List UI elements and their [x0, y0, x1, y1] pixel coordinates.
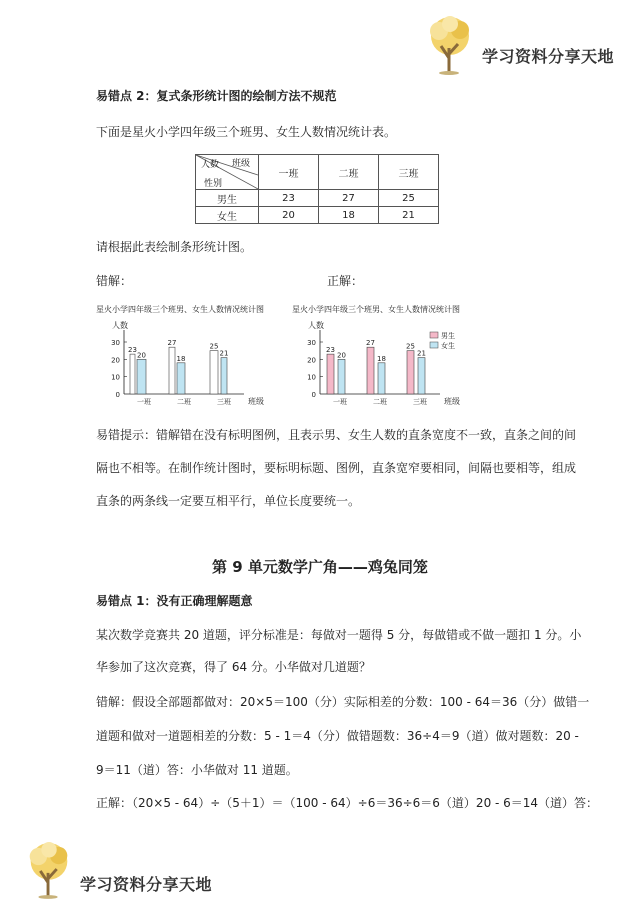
legend-swatch [430, 342, 438, 348]
y-tick-label: 20 [307, 356, 316, 365]
data-label: 27 [167, 339, 177, 348]
data-label: 27 [366, 339, 375, 348]
section1-intro: 下面是星火小学四年级三个班男、女生人数情况统计表。 [96, 125, 397, 139]
x-tick-label: 三班 [413, 398, 427, 406]
bar [177, 363, 185, 394]
chart-title: 星火小学四年级三个班男、女生人数情况统计图 [292, 305, 460, 314]
y-tick-label: 10 [111, 373, 120, 382]
correct-solution-label: 正解： [327, 274, 364, 288]
legend-label: 女生 [441, 342, 455, 350]
x-tick-label: 三班 [217, 398, 231, 406]
table-cell: 21 [379, 207, 439, 224]
table-row [196, 207, 439, 224]
wrong-line-3: 9＝11（道）答：小华做对 11 道题。 [96, 763, 298, 777]
data-label: 23 [128, 346, 137, 355]
wrong-chart-svg [94, 316, 280, 410]
data-label: 21 [219, 349, 229, 358]
data-label: 25 [406, 342, 415, 351]
section1-heading: 易错点 2：复式条形统计图的绘制方法不规范 [96, 89, 337, 103]
wrong-chart [94, 302, 280, 410]
y-tick-label: 10 [307, 373, 316, 382]
legend-swatch [430, 332, 438, 338]
table-row [196, 190, 439, 207]
chart-title: 星火小学四年级三个班男、女生人数情况统计图 [96, 305, 264, 314]
y-axis-label: 人数 [308, 321, 324, 330]
bar [407, 351, 414, 394]
table-header-cell: 一班 [259, 155, 319, 190]
unit-title: 第 9 单元数学广角——鸡兔同笼 [212, 558, 428, 576]
wrong-line-2: 道题和做对一道题相差的分数：5 - 1＝4（分）做错题数：36÷4＝9（道）做对题数：20 - [96, 729, 579, 743]
correct-chart [290, 302, 476, 410]
table-cell: 20 [259, 207, 319, 224]
table-header-cell: 三班 [379, 155, 439, 190]
table-corner-cell [196, 155, 259, 190]
y-tick-label: 30 [111, 339, 120, 347]
data-label: 25 [209, 342, 219, 351]
data-label: 18 [377, 354, 386, 363]
x-tick-label: 一班 [137, 398, 151, 406]
bar [221, 358, 227, 394]
problem-line-2: 华参加了这次竞赛，得了 64 分。小华做对几道题？ [96, 660, 371, 674]
x-tick-label: 二班 [177, 398, 191, 406]
data-label: 21 [417, 349, 426, 358]
bar [338, 359, 345, 394]
section1-instruction: 请根据此表绘制条形统计图。 [96, 240, 253, 254]
data-label: 18 [176, 354, 186, 363]
stats-table [195, 154, 439, 224]
x-tick-label: 一班 [333, 398, 347, 406]
row-label: 男生 [196, 190, 259, 207]
table-cell: 23 [259, 190, 319, 207]
table-cell: 25 [379, 190, 439, 207]
table-header-cell: 二班 [319, 155, 379, 190]
table-cell: 18 [319, 207, 379, 224]
tree-logo-icon [422, 14, 478, 76]
legend-label: 男生 [441, 332, 455, 340]
brand-name-bottom: 学习资料分享天地 [80, 875, 213, 894]
bar [130, 354, 135, 394]
bar [367, 347, 374, 394]
hint-line-2: 隔也不相等。在制作统计图时，要标明标题、图例，直条宽窄要相同，间隔也要相等，组成 [96, 461, 577, 475]
bar [169, 347, 175, 394]
tree-logo-icon [22, 840, 76, 900]
wrong-line-1: 错解：假设全部题都做对：20×5＝100（分）实际相差的分数：100 - 64＝36（分）做错一 [96, 695, 590, 709]
hint-line-1: 易错提示：错解错在没有标明图例，且表示男、女生人数的直条宽度不一致，直条之间的间 [96, 428, 577, 442]
problem-line-1: 某次数学竞赛共 20 道题，评分标准是：每做对一题得 5 分，每做错或不做一题扣 1 分。小 [96, 628, 582, 642]
y-tick-label: 30 [307, 339, 316, 347]
y-tick-label: 20 [111, 356, 120, 365]
brand-name-top: 学习资料分享天地 [482, 47, 615, 66]
corner-label-gender: 性别 [204, 179, 223, 189]
bar [210, 351, 218, 394]
y-tick-label: 0 [311, 391, 316, 399]
bar [327, 354, 334, 394]
data-label: 23 [326, 346, 335, 355]
bar [137, 359, 146, 394]
x-axis-label: 班级 [248, 397, 264, 406]
right-line-1: 正解：（20×5 - 64）÷（5＋1）＝（100 - 64）÷6＝36÷6＝6（道）20 - 6＝14（道）答： [96, 796, 599, 810]
corner-label-class: 班级 [232, 159, 251, 169]
x-axis-label: 班级 [444, 397, 460, 406]
section2-heading: 易错点 1：没有正确理解题意 [96, 594, 253, 608]
table-cell: 27 [319, 190, 379, 207]
correct-chart-svg [290, 316, 476, 410]
data-label: 20 [137, 351, 146, 360]
x-tick-label: 二班 [373, 398, 387, 406]
wrong-solution-label: 错解： [96, 274, 133, 288]
bar [418, 358, 425, 394]
hint-line-3: 直条的两条线一定要互相平行，单位长度要统一。 [96, 494, 361, 508]
row-label: 女生 [196, 207, 259, 224]
bar [378, 363, 385, 394]
y-axis-label: 人数 [112, 321, 128, 330]
data-label: 20 [337, 351, 346, 360]
y-tick-label: 0 [115, 391, 120, 399]
corner-label-count: 人数 [201, 160, 220, 170]
